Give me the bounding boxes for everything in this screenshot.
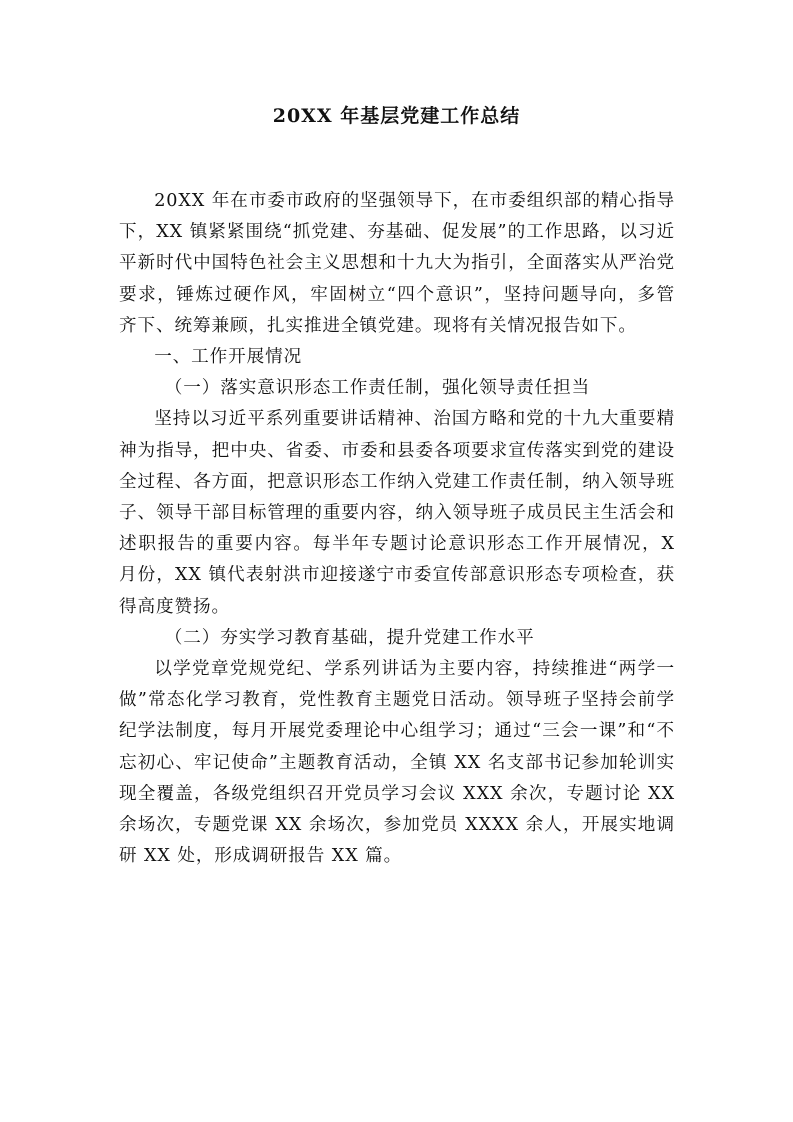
intro-paragraph: 20XX 年在市委市政府的坚强领导下，在市委组织部的精心指导下，XX 镇紧紧围绕“抓党建、夯基础、促发展”的工作思路，以习近平新时代中国特色社会主义思想和十九大为指引，全面落实从严治党要求，锤炼过硬作风，牢固树立“四个意识”，坚持问题导向，多管齐下、统筹兼顾，扎实推进全镇党建。现将有关情况报告如下。 (119, 191, 675, 336)
subsection-heading-ideology: （一）落实意识形态工作责任制，强化领导责任担当 (164, 378, 591, 399)
document-body (119, 186, 675, 872)
section-heading-work-status: 一、工作开展情况 (154, 347, 303, 368)
subsection-heading-education: （二）夯实学习教育基础，提升党建工作水平 (164, 627, 535, 648)
document-title: 20XX 年基层党建工作总结 (272, 105, 521, 127)
education-paragraph: 以学党章党规党纪、学系列讲话为主要内容，持续推进“两学一做”常态化学习教育，党性教育主题党日活动。领导班子坚持会前学纪学法制度，每月开展党委理论中心组学习；通过“三会一课”和“不忘初心、牢记使命”主题教育活动，全镇 XX 名支部书记参加轮训实现全覆盖，各级党组织召开党员学习会议 XXX 余次，专题讨论 XX 余场次，专题党课 XX 余场次，参加党员 XXXX 余人，开展实地调研 XX 处，形成调研报告 XX 篇。 (119, 659, 675, 867)
ideology-paragraph: 坚持以习近平系列重要讲话精神、治国方略和党的十九大重要精神为指导，把中央、省委、市委和县委各项要求宣传落实到党的建设全过程、各方面，把意识形态工作纳入党建工作责任制，纳入领导班子、领导干部目标管理的重要内容，纳入领导班子成员民主生活会和述职报告的重要内容。每半年专题讨论意识形态工作开展情况，X 月份，XX 镇代表射洪市迎接遂宁市委宣传部意识形态专项检查，获得高度赞扬。 (119, 409, 675, 617)
